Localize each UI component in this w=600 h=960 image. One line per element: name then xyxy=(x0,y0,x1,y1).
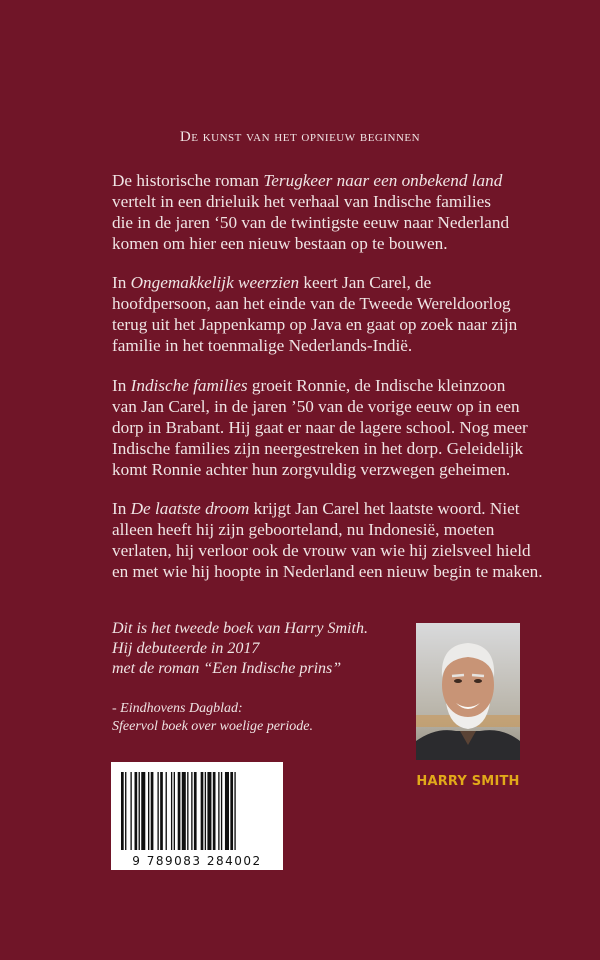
blurb-line xyxy=(112,335,522,356)
blurb-line xyxy=(112,561,543,582)
blurb-line xyxy=(112,314,522,335)
blurb-line xyxy=(112,540,531,561)
text-run: In xyxy=(112,376,131,395)
text-run: verlaten, hij verloor ook de vrouw van wie hij zielsveel hield xyxy=(112,541,531,560)
text-run: In xyxy=(112,273,131,292)
blurb-paragraph-3 xyxy=(112,375,528,480)
blurb-line xyxy=(112,519,522,540)
cover-heading: De kunst van het opnieuw beginnen xyxy=(179,129,421,145)
blurb-line xyxy=(112,459,522,480)
blurb-paragraph-4 xyxy=(112,498,543,582)
text-run: die in de jaren ‘50 van de twintigste eeuw naar Nederland xyxy=(112,213,510,232)
barcode-bars xyxy=(121,772,273,850)
blurb-line xyxy=(112,498,522,519)
press-quote xyxy=(112,700,313,736)
press-quote-source: - Eindhovens Dagblad: xyxy=(112,701,243,716)
text-run: groeit Ronnie, de Indische kleinzoon xyxy=(247,376,506,395)
blurb-line xyxy=(112,293,522,314)
text-run: en met wie hij hoopte in Nederland een nieuw begin te maken. xyxy=(112,562,543,581)
text-run: dorp in Brabant. Hij gaat er naar de lagere school. Nog meer xyxy=(112,418,528,437)
book-title-run: Terugkeer naar een onbekend land xyxy=(263,171,503,190)
text-run: familie in het toenmalige Nederlands-Indië. xyxy=(112,336,413,355)
text-run: van Jan Carel, in de jaren ’50 van de vorige eeuw op in een xyxy=(112,397,520,416)
author-note-line: met de roman “Een Indische prins” xyxy=(112,660,342,677)
book-title-run: Ongemakkelijk weerzien xyxy=(130,273,300,292)
isbn-number: 9 789083 284002 xyxy=(132,854,262,868)
author-name: HARRY SMITH xyxy=(416,774,520,789)
text-run: terug uit het Jappenkamp op Java en gaat op zoek naar zijn xyxy=(112,315,518,334)
text-run: hoofdpersoon, aan het einde van de Tweede Wereldoorlog xyxy=(112,294,511,313)
blurb-line xyxy=(112,170,522,191)
book-title-run: Indische families xyxy=(130,376,248,395)
isbn-barcode xyxy=(111,762,283,870)
text-run: De historische roman xyxy=(112,171,264,190)
blurb-line xyxy=(112,417,528,438)
blurb-line xyxy=(112,233,522,254)
blurb-line xyxy=(112,396,522,417)
text-run: keert Jan Carel, de xyxy=(299,273,432,292)
blurb-line xyxy=(112,375,522,396)
author-note xyxy=(112,619,422,679)
blurb-line xyxy=(112,212,522,233)
book-title-run: De laatste droom xyxy=(130,499,250,518)
author-photo xyxy=(416,623,520,760)
blurb-line xyxy=(112,272,522,293)
blurb-line xyxy=(112,191,522,212)
text-run: alleen heeft hij zijn geboorteland, nu Indonesië, moeten xyxy=(112,520,495,539)
text-run: vertelt in een drieluik het verhaal van Indische families xyxy=(112,192,491,211)
press-quote-text: Sfeervol boek over woelige periode. xyxy=(112,719,313,734)
text-run: Indische families zijn neergestreken in het dorp. Geleidelijk xyxy=(112,439,524,458)
text-run: krijgt Jan Carel het laatste woord. Niet xyxy=(249,499,520,518)
text-run: komen om hier een nieuw bestaan op te bouwen. xyxy=(112,234,448,253)
text-run: In xyxy=(112,499,131,518)
blurb-paragraph-1 xyxy=(112,170,522,254)
author-note-line: Hij debuteerde in 2017 xyxy=(112,640,260,657)
text-run: komt Ronnie achter hun zorgvuldig verzwegen geheimen. xyxy=(112,460,511,479)
blurb-paragraph-2 xyxy=(112,272,522,356)
blurb-line xyxy=(112,438,522,459)
author-note-line: Dit is het tweede boek van Harry Smith. xyxy=(112,620,368,637)
